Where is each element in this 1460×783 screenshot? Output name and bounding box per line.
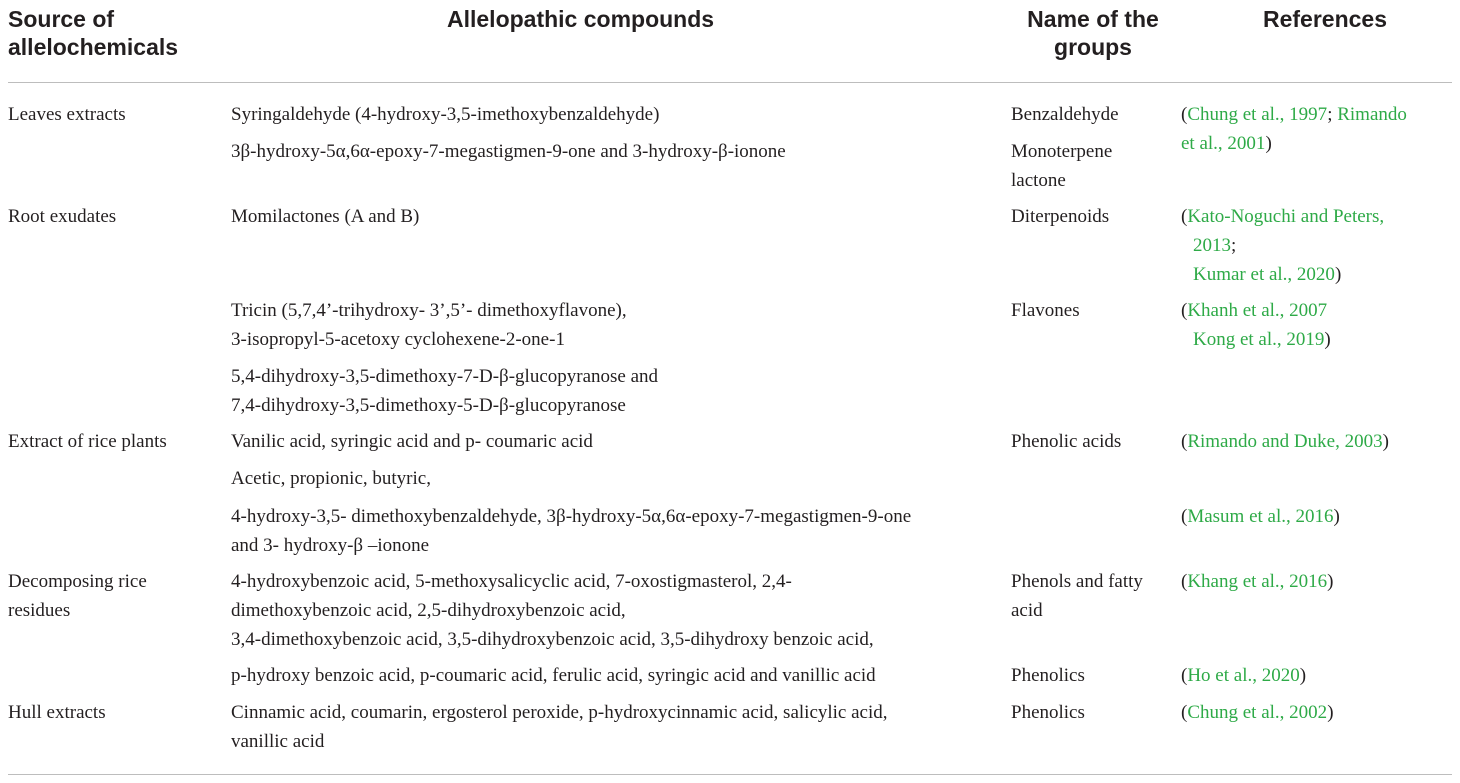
group-decomposing-2: Phenolics bbox=[1011, 665, 1085, 686]
reference-hull-1 bbox=[1181, 698, 1334, 727]
compound-root-2 bbox=[231, 296, 627, 354]
citation-link[interactable]: Kato-Noguchi and Peters, bbox=[1187, 206, 1385, 227]
reference-rice-3 bbox=[1181, 502, 1340, 531]
reference-root-2 bbox=[1181, 296, 1331, 354]
citation-link[interactable]: 2013 bbox=[1193, 235, 1231, 256]
reference-leaves bbox=[1181, 100, 1407, 158]
group-leaves-1: Benzaldehyde bbox=[1011, 104, 1119, 125]
compound-hull-1 bbox=[231, 698, 888, 756]
citation-link[interactable]: Chung et al., 2002 bbox=[1187, 702, 1328, 723]
source-rice: Extract of rice plants bbox=[8, 431, 167, 452]
compound-line: 4-hydroxy-3,5- dimethoxybenzaldehyde, 3β-hydroxy-5α,6α-epoxy-7-megastigmen-9-one bbox=[231, 506, 912, 527]
header-compounds: Allelopathic compounds bbox=[447, 6, 715, 32]
citation-link[interactable]: Chung et al., 1997 bbox=[1187, 104, 1328, 125]
paren: ) bbox=[1333, 506, 1340, 527]
group-rice-1: Phenolic acids bbox=[1011, 431, 1122, 452]
paren: ) bbox=[1265, 133, 1272, 154]
paren: ( bbox=[1181, 431, 1188, 452]
header-groups-line1: Name of the bbox=[1027, 6, 1159, 32]
header-source bbox=[8, 5, 178, 61]
paren: ) bbox=[1334, 264, 1342, 285]
paren: ) bbox=[1324, 329, 1331, 350]
source-leaves: Leaves extracts bbox=[8, 104, 126, 125]
separator: ; bbox=[1327, 104, 1338, 125]
header-rule bbox=[8, 82, 1452, 83]
compound-rice-1: Vanilic acid, syringic acid and p- coumaric acid bbox=[231, 431, 593, 452]
paren: ) bbox=[1299, 665, 1307, 686]
paren: ) bbox=[1327, 702, 1334, 723]
citation-link[interactable]: Rimando and Duke, 2003 bbox=[1187, 431, 1383, 452]
compound-line: Cinnamic acid, coumarin, ergosterol peroxide, p-hydroxycinnamic acid, salicylic acid, bbox=[231, 702, 888, 723]
header-source-line2: allelochemicals bbox=[8, 34, 179, 60]
group-leaves-2 bbox=[1011, 137, 1112, 195]
paren: ( bbox=[1181, 702, 1188, 723]
compound-line: 3,4-dimethoxybenzoic acid, 3,5-dihydroxybenzoic acid, 3,5-dihydroxy benzoic acid, bbox=[231, 629, 874, 650]
group-root-1: Diterpenoids bbox=[1011, 206, 1110, 227]
compound-decomposing-2: p-hydroxy benzoic acid, p-coumaric acid, ferulic acid, syringic acid and vanillic acid bbox=[231, 665, 876, 686]
source-root: Root exudates bbox=[8, 206, 117, 227]
compound-root-1: Momilactones (A and B) bbox=[231, 206, 420, 227]
source-line: Decomposing rice bbox=[8, 571, 147, 592]
compound-rice-3 bbox=[231, 502, 911, 560]
citation-link[interactable]: Rimando bbox=[1337, 104, 1407, 125]
group-root-2: Flavones bbox=[1011, 300, 1080, 321]
compound-line: 4-hydroxybenzoic acid, 5-methoxysalicyclic acid, 7-oxostigmasterol, 2,4- bbox=[231, 571, 792, 592]
paren: ( bbox=[1181, 104, 1188, 125]
group-hull-1: Phenolics bbox=[1011, 702, 1085, 723]
paren: ) bbox=[1327, 571, 1334, 592]
compound-line: 7,4-dihydroxy-3,5-dimethoxy-5-D-β-glucopyranose bbox=[231, 395, 626, 416]
compound-decomposing-1 bbox=[231, 567, 874, 654]
reference-rice-1 bbox=[1181, 427, 1389, 456]
bottom-rule bbox=[8, 774, 1452, 775]
compound-line: vanillic acid bbox=[231, 731, 325, 752]
citation-link[interactable]: et al., 2001 bbox=[1181, 133, 1266, 154]
compound-leaves-1: Syringaldehyde (4-hydroxy-3,5-imethoxybenzaldehyde) bbox=[231, 104, 660, 125]
group-leaves-2-line2: lactone bbox=[1011, 170, 1066, 191]
paren: ( bbox=[1181, 206, 1188, 227]
reference-decomposing-1 bbox=[1181, 567, 1333, 596]
paren: ( bbox=[1181, 665, 1188, 686]
group-decomposing-1 bbox=[1011, 567, 1143, 625]
header-source-line1: Source of bbox=[8, 6, 115, 32]
paren: ( bbox=[1181, 506, 1188, 527]
compound-root-3 bbox=[231, 362, 658, 420]
compound-line: Tricin (5,7,4’-trihydroxy- 3’,5’- dimethoxyflavone), bbox=[231, 300, 627, 321]
source-hull: Hull extracts bbox=[8, 702, 106, 723]
source-line: residues bbox=[8, 600, 71, 621]
compound-leaves-2: 3β-hydroxy-5α,6α-epoxy-7-megastigmen-9-one and 3-hydroxy-β-ionone bbox=[231, 141, 786, 162]
compound-line: and 3- hydroxy-β –ionone bbox=[231, 535, 430, 556]
group-line: acid bbox=[1011, 600, 1043, 621]
separator: ; bbox=[1231, 235, 1237, 256]
group-leaves-2-line1: Monoterpene bbox=[1011, 141, 1113, 162]
group-line: Phenols and fatty bbox=[1011, 571, 1143, 592]
compound-rice-2: Acetic, propionic, butyric, bbox=[231, 468, 431, 489]
reference-root-1 bbox=[1181, 202, 1384, 289]
citation-link[interactable]: Khanh et al., 2007 bbox=[1187, 300, 1328, 321]
compound-line: 5,4-dihydroxy-3,5-dimethoxy-7-D-β-glucopyranose and bbox=[231, 366, 659, 387]
citation-link[interactable]: Ho et al., 2020 bbox=[1187, 665, 1300, 686]
citation-link[interactable]: Masum et al., 2016 bbox=[1187, 506, 1334, 527]
paren: ) bbox=[1382, 431, 1389, 452]
header-groups bbox=[1022, 5, 1164, 61]
compound-line: dimethoxybenzoic acid, 2,5-dihydroxybenzoic acid, bbox=[231, 600, 626, 621]
paren: ( bbox=[1181, 571, 1188, 592]
citation-link[interactable]: Kong et al., 2019 bbox=[1193, 329, 1325, 350]
citation-link[interactable]: Khang et al., 2016 bbox=[1187, 571, 1328, 592]
reference-decomposing-2 bbox=[1181, 661, 1306, 690]
header-groups-line2: groups bbox=[1054, 34, 1132, 60]
compound-line: 3-isopropyl-5-acetoxy cyclohexene-2-one-1 bbox=[231, 329, 565, 350]
header-references: References bbox=[1263, 6, 1388, 32]
source-decomposing bbox=[8, 567, 147, 625]
paren: ( bbox=[1181, 300, 1188, 321]
citation-link[interactable]: Kumar et al., 2020 bbox=[1193, 264, 1335, 285]
